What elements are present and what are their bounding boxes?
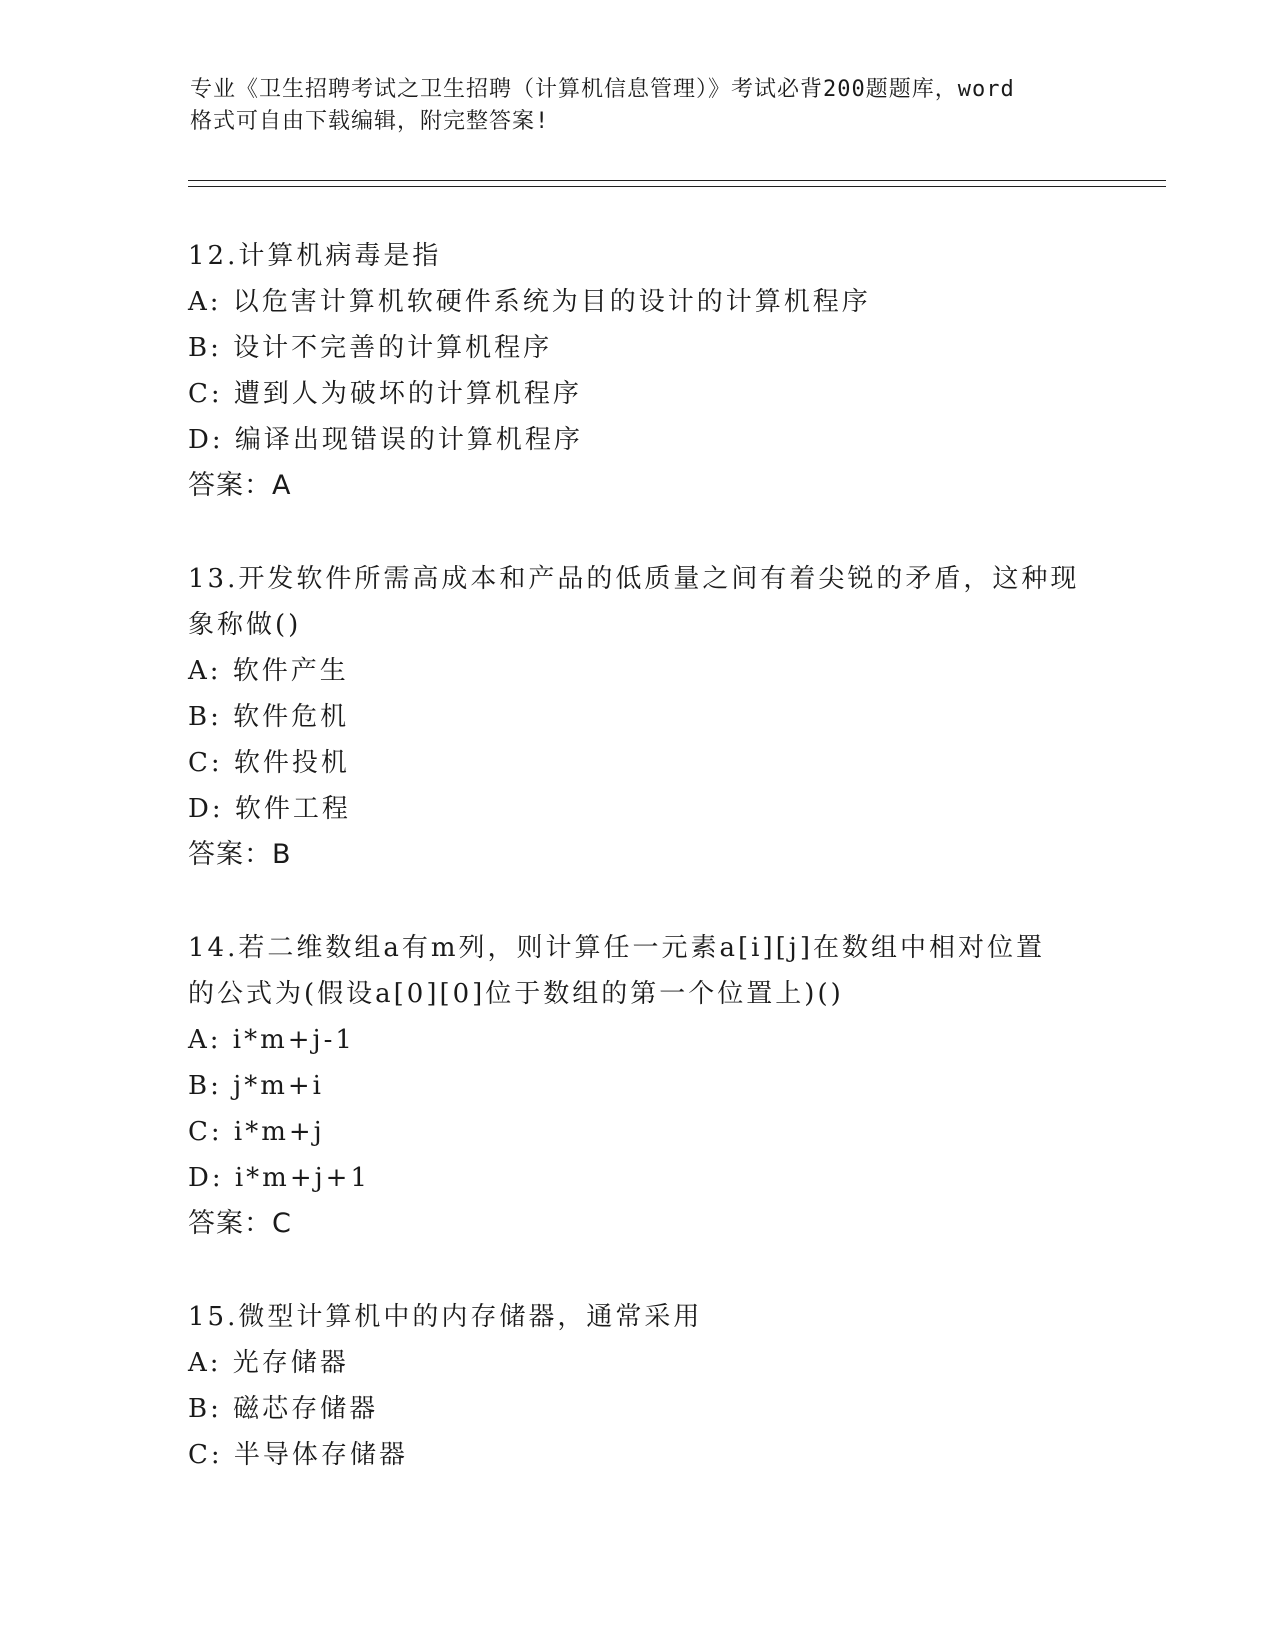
option-c: C: 半导体存储器	[188, 1440, 408, 1470]
question-stem: 12.计算机病毒是指	[188, 241, 442, 271]
option-a: A: 软件产生	[188, 656, 349, 686]
option-d: D: 编译出现错误的计算机程序	[188, 425, 583, 455]
header-divider-bottom	[188, 186, 1166, 187]
answer-line: 答案：B	[188, 839, 292, 870]
option-b: B: 设计不完善的计算机程序	[188, 333, 553, 363]
question-12	[188, 233, 1088, 509]
question-13	[188, 556, 1088, 878]
question-stem-continued: 象称做()	[188, 610, 302, 640]
header-line-1: 专业《卫生招聘考试之卫生招聘（计算机信息管理）》考试必背200题题库，word	[190, 77, 1015, 102]
question-stem: 13.开发软件所需高成本和产品的低质量之间有着尖锐的矛盾，这种现	[188, 564, 1080, 594]
header-line-2: 格式可自由下载编辑，附完整答案!	[190, 109, 550, 134]
answer-line: 答案：C	[188, 1208, 292, 1239]
document-header	[190, 74, 1110, 138]
question-stem: 15.微型计算机中的内存储器，通常采用	[188, 1302, 703, 1332]
option-a: A: 以危害计算机软硬件系统为目的设计的计算机程序	[188, 287, 871, 317]
answer-line: 答案：A	[188, 470, 292, 501]
option-c: C: i*m+j	[188, 1117, 325, 1147]
option-d: D: i*m+j+1	[188, 1163, 371, 1193]
option-b: B: 磁芯存储器	[188, 1394, 379, 1424]
option-b: B: j*m+i	[188, 1071, 324, 1101]
question-14	[188, 925, 1088, 1247]
question-list	[188, 233, 1088, 1525]
option-c: C: 软件投机	[188, 748, 350, 778]
option-a: A: 光存储器	[188, 1348, 349, 1378]
option-d: D: 软件工程	[188, 794, 351, 824]
question-15	[188, 1294, 1088, 1478]
question-stem: 14.若二维数组a有m列，则计算任一元素a[i][j]在数组中相对位置	[188, 933, 1045, 963]
option-c: C: 遭到人为破坏的计算机程序	[188, 379, 582, 409]
header-divider-top	[188, 180, 1166, 181]
question-stem-continued: 的公式为(假设a[0][0]位于数组的第一个位置上)()	[188, 979, 844, 1009]
option-a: A: i*m+j-1	[188, 1025, 355, 1055]
option-b: B: 软件危机	[188, 702, 350, 732]
